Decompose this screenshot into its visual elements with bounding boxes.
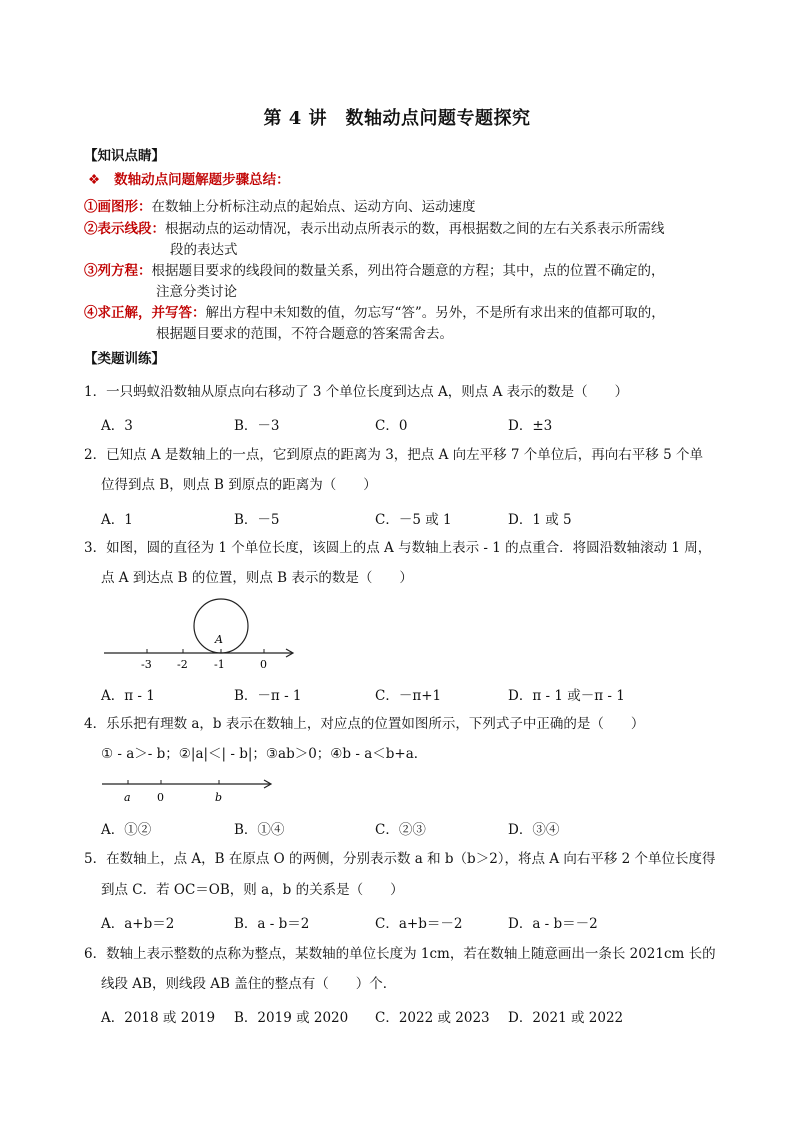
step-4-text-2: 根据题目要求的范围，不符合题意的答案需舍去。: [156, 326, 453, 342]
q2-option-a[interactable]: A．1: [101, 512, 133, 528]
tick-label-neg3: -3: [141, 658, 152, 671]
step-1-label: ①画图形：: [84, 199, 152, 215]
step-3: [84, 261, 665, 281]
summary-title: 数轴动点问题解题步骤总结：: [114, 172, 290, 188]
q1-option-a[interactable]: A．3: [101, 418, 133, 434]
step-4-label: ④求正解，并写答：: [84, 305, 206, 321]
q4-statements: ① - a＞- b；②|a|＜| - b|；③ab＞0；④b - a＜b+a．: [101, 746, 428, 762]
step-4-text-1: 解出方程中未知数的值，勿忘写“答”。另外，不是所有求出来的值都可取的，: [205, 305, 665, 321]
q3-stem-line-2: 点 A 到达点 B 的位置，则点 B 表示的数是（ ）: [101, 570, 413, 586]
diamond-icon: ❖: [88, 172, 101, 188]
q2-stem-line-2: 位得到点 B，则点 B 到原点的距离为（ ）: [101, 477, 377, 493]
q3-option-a[interactable]: A．π - 1: [101, 688, 155, 704]
step-2-label: ②表示线段：: [84, 221, 165, 237]
q1-stem: 1．一只蚂蚁沿数轴从原点向右移动了 3 个单位长度到达点 A，则点 A 表示的数是（ ）: [84, 384, 629, 400]
q6-stem-line-2: 线段 AB，则线段 AB 盖住的整点有（ ）个．: [101, 976, 397, 992]
q5-option-c[interactable]: C．a+b＝－2: [375, 916, 463, 932]
tick-label-neg1: -1: [214, 658, 225, 671]
q5-stem-line-1: 5．在数轴上，点 A，B 在原点 O 的两侧，分别表示数 a 和 b（b＞2），将点 A 向右平移 2 个单位长度得: [84, 851, 716, 867]
knowledge-header: 【知识点睛】: [84, 148, 165, 164]
q5-option-b[interactable]: B．a - b＝2: [234, 916, 310, 932]
tick-label-0: 0: [260, 658, 267, 671]
step-3-text-1: 根据题目要求的线段间的数量关系，列出符合题意的方程；其中，点的位置不确定的，: [151, 263, 665, 279]
q6-option-a[interactable]: A．2018 或 2019: [101, 1010, 216, 1026]
step-2: [84, 219, 665, 239]
q6-stem-line-1: 6．数轴上表示整数的点称为整点，某数轴的单位长度为 1cm，若在数轴上随意画出一条长 2021cm 长的: [84, 946, 716, 962]
q5-stem-line-2: 到点 C．若 OC＝OB，则 a，b 的关系是（ ）: [101, 882, 404, 898]
step-3-text-2: 注意分类讨论: [156, 284, 237, 300]
practice-header: 【类题训练】: [84, 351, 165, 367]
q3-option-b[interactable]: B．－π - 1: [234, 688, 302, 704]
q4-option-d[interactable]: D．③④: [508, 822, 560, 838]
q6-option-d[interactable]: D．2021 或 2022: [508, 1010, 624, 1026]
step-1-text: 在数轴上分析标注动点的起始点、运动方向、运动速度: [151, 199, 476, 215]
q1-option-c[interactable]: C．0: [375, 418, 408, 434]
q6-option-c[interactable]: C．2022 或 2023: [375, 1010, 490, 1026]
q2-option-c[interactable]: C．－5 或 1: [375, 512, 452, 528]
step-3-label: ③列方程：: [84, 263, 152, 279]
step-1: [84, 197, 476, 217]
q5-option-a[interactable]: A．a+b＝2: [101, 916, 175, 932]
q2-option-b[interactable]: B．－5: [234, 512, 280, 528]
q3-option-d[interactable]: D．π - 1 或－π - 1: [508, 688, 625, 704]
q6-option-b[interactable]: B．2019 或 2020: [234, 1010, 349, 1026]
q2-stem-line-1: 2．已知点 A 是数轴上的一点，它到原点的距离为 3，把点 A 向左平移 7 个单位后，再向右平移 5 个单: [84, 447, 703, 463]
q3-option-c[interactable]: C．－π+1: [375, 688, 442, 704]
page-title: 第 4 讲 数轴动点问题专题探究: [263, 108, 531, 129]
label-b: b: [215, 791, 223, 804]
summary-heading: [88, 170, 290, 190]
point-a-label: A: [215, 633, 223, 646]
q5-option-d[interactable]: D．a - b＝－2: [508, 916, 598, 932]
label-a: a: [124, 791, 131, 804]
q4-option-c[interactable]: C．②③: [375, 822, 426, 838]
step-4: [84, 303, 665, 323]
q1-option-d[interactable]: D．±3: [508, 418, 553, 434]
label-0: 0: [157, 791, 164, 804]
q1-option-b[interactable]: B．－3: [234, 418, 280, 434]
step-2-text-2: 段的表达式: [170, 242, 238, 258]
q4-option-a[interactable]: A．①②: [101, 822, 152, 838]
tick-label-neg2: -2: [177, 658, 188, 671]
q2-option-d[interactable]: D．1 或 5: [508, 512, 572, 528]
q3-stem-line-1: 3．如图，圆的直径为 1 个单位长度，该圆上的点 A 与数轴上表示 - 1 的点重合．将圆沿数轴滚动 1 周，: [84, 540, 712, 556]
q3-number-line-figure: [100, 596, 300, 676]
q4-number-line-figure: [100, 774, 280, 808]
q4-stem-line-1: 4．乐乐把有理数 a，b 表示在数轴上，对应点的位置如图所示，下列式子中正确的是（ ）: [84, 716, 645, 732]
step-2-text-1: 根据动点的运动情况，表示出动点所表示的数，再根据数之间的左右关系表示所需线: [165, 221, 665, 237]
q4-option-b[interactable]: B．①④: [234, 822, 285, 838]
